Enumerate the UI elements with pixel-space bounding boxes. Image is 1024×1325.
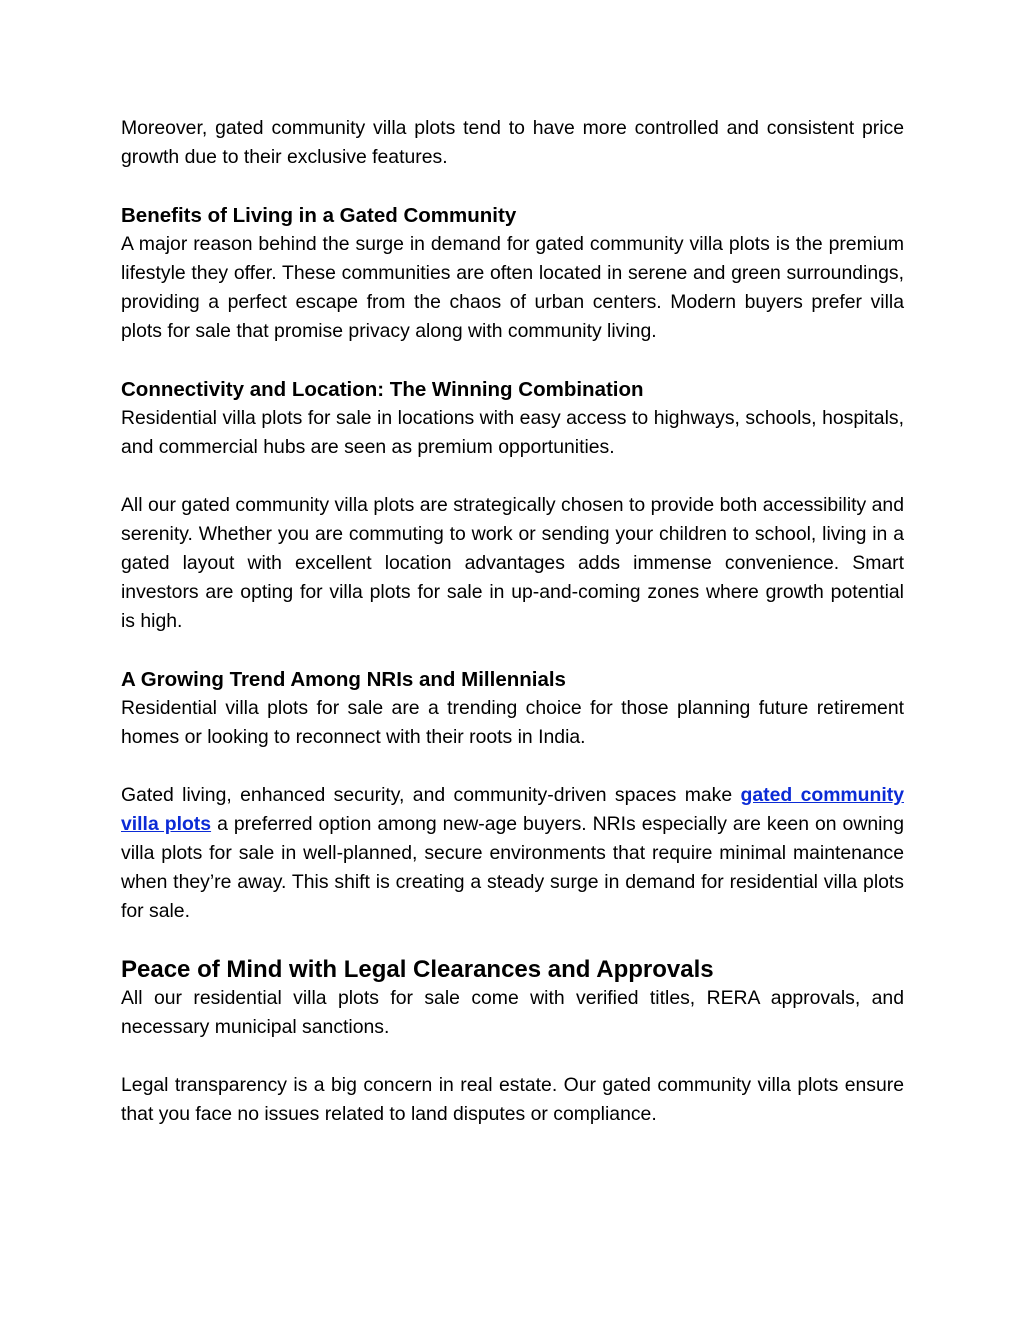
connectivity-heading: Connectivity and Location: The Winning Combination xyxy=(121,378,644,401)
trend-paragraph-2-tail: a preferred option among new-age buyers. NRIs especially are keen on owning villa plots for sale in well-planned, secure environments that require minimal maintenance when they’re away. This shift is creating a steady surge in demand for residential villa plots for sale. xyxy=(121,813,905,922)
connectivity-paragraph-2: All our gated community villa plots are strategically chosen to provide both accessibility and serenity. Whether you are commuting to work or sending your children to school, living in a gated layout with excellent location advantages adds immense convenience. Smart investors are opting for villa plots for sale in up-and-coming zones where growth potential is high. xyxy=(121,494,904,632)
gated-community-villa-plots-link[interactable]: gated community villa plots xyxy=(121,784,904,835)
connectivity-paragraph-1: Residential villa plots for sale in locations with easy access to highways, schools, hospitals, and commercial hubs are seen as premium opportunities. xyxy=(121,407,904,458)
legal-paragraph-2: Legal transparency is a big concern in real estate. Our gated community villa plots ensure that you face no issues related to land disputes or compliance. xyxy=(121,1074,904,1125)
intro-paragraph: Moreover, gated community villa plots tend to have more controlled and consistent price growth due to their exclusive features. xyxy=(121,117,904,168)
legal-paragraph-1: All our residential villa plots for sale come with verified titles, RERA approvals, and necessary municipal sanctions. xyxy=(121,987,904,1038)
document-page xyxy=(121,114,904,1129)
trend-paragraph-1: Residential villa plots for sale are a trending choice for those planning future retirement homes or looking to reconnect with their roots in India. xyxy=(121,697,904,748)
trend-heading: A Growing Trend Among NRIs and Millennials xyxy=(121,668,566,691)
benefits-paragraph: A major reason behind the surge in demand for gated community villa plots is the premium lifestyle they offer. These communities are often located in serene and green surroundings, providing a perfect escape from the chaos of urban centers. Modern buyers prefer villa plots for sale that promise privacy along with community living. xyxy=(121,233,904,342)
benefits-heading: Benefits of Living in a Gated Community xyxy=(121,204,517,227)
legal-heading: Peace of Mind with Legal Clearances and Approvals xyxy=(121,956,714,983)
trend-paragraph-2-lead: Gated living, enhanced security, and community-driven spaces make xyxy=(121,784,741,806)
trend-paragraph-2 xyxy=(121,781,904,926)
